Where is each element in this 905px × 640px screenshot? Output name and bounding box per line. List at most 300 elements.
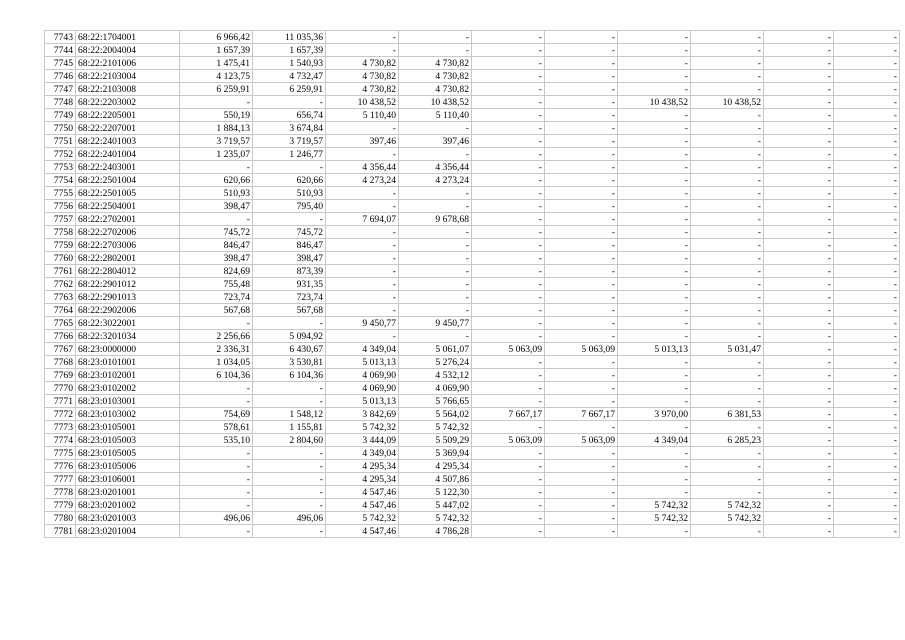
table-row: [45, 408, 900, 421]
value-cell: -: [691, 122, 764, 135]
row-number-cell: 7746: [45, 70, 76, 83]
value-cell: 5 013,13: [618, 343, 691, 356]
table-row: [45, 226, 900, 239]
value-cell: -: [764, 44, 834, 57]
value-cell: 398,47: [180, 252, 253, 265]
cadastral-code-cell: 68:23:0201002: [76, 499, 180, 512]
value-cell: 620,66: [253, 174, 326, 187]
value-cell: -: [618, 226, 691, 239]
cadastral-code-cell: 68:22:2401003: [76, 135, 180, 148]
value-cell: -: [764, 161, 834, 174]
row-number-cell: 7751: [45, 135, 76, 148]
value-cell: -: [834, 31, 900, 44]
cadastral-code-cell: 68:22:2501004: [76, 174, 180, 187]
value-cell: -: [472, 31, 545, 44]
value-cell: -: [691, 525, 764, 538]
table-row: [45, 356, 900, 369]
value-cell: -: [180, 395, 253, 408]
table-row: [45, 512, 900, 525]
value-cell: -: [399, 252, 472, 265]
row-number-cell: 7766: [45, 330, 76, 343]
value-cell: 4 547,46: [326, 486, 399, 499]
value-cell: 5 742,32: [399, 512, 472, 525]
value-cell: -: [545, 512, 618, 525]
value-cell: -: [472, 213, 545, 226]
value-cell: -: [691, 330, 764, 343]
value-cell: -: [764, 460, 834, 473]
cadastral-code-cell: 68:22:3201034: [76, 330, 180, 343]
value-cell: -: [399, 148, 472, 161]
value-cell: -: [472, 265, 545, 278]
value-cell: 9 678,68: [399, 213, 472, 226]
value-cell: -: [764, 135, 834, 148]
data-table: [44, 30, 900, 538]
value-cell: -: [472, 252, 545, 265]
value-cell: -: [691, 447, 764, 460]
value-cell: -: [472, 356, 545, 369]
row-number-cell: 7762: [45, 278, 76, 291]
cadastral-code-cell: 68:23:0103002: [76, 408, 180, 421]
value-cell: -: [618, 44, 691, 57]
table-row: [45, 187, 900, 200]
cadastral-code-cell: 68:23:0105001: [76, 421, 180, 434]
value-cell: 535,10: [180, 434, 253, 447]
value-cell: 4 349,04: [618, 434, 691, 447]
row-number-cell: 7771: [45, 395, 76, 408]
value-cell: 9 450,77: [399, 317, 472, 330]
value-cell: -: [472, 135, 545, 148]
value-cell: 3 842,69: [326, 408, 399, 421]
table-row: [45, 369, 900, 382]
value-cell: -: [764, 304, 834, 317]
table-row: [45, 525, 900, 538]
row-number-cell: 7781: [45, 525, 76, 538]
value-cell: -: [180, 213, 253, 226]
row-number-cell: 7777: [45, 473, 76, 486]
value-cell: -: [545, 96, 618, 109]
row-number-cell: 7778: [45, 486, 76, 499]
value-cell: -: [834, 187, 900, 200]
value-cell: -: [545, 460, 618, 473]
table-row: [45, 96, 900, 109]
value-cell: -: [618, 382, 691, 395]
value-cell: -: [253, 317, 326, 330]
value-cell: -: [764, 278, 834, 291]
value-cell: -: [326, 31, 399, 44]
value-cell: -: [618, 83, 691, 96]
value-cell: -: [180, 473, 253, 486]
value-cell: -: [180, 382, 253, 395]
value-cell: -: [618, 57, 691, 70]
value-cell: 4 295,34: [326, 460, 399, 473]
value-cell: -: [180, 447, 253, 460]
value-cell: -: [472, 486, 545, 499]
value-cell: -: [691, 395, 764, 408]
value-cell: -: [834, 291, 900, 304]
value-cell: -: [180, 161, 253, 174]
value-cell: -: [545, 395, 618, 408]
value-cell: -: [545, 174, 618, 187]
value-cell: -: [834, 447, 900, 460]
value-cell: -: [326, 226, 399, 239]
value-cell: -: [472, 96, 545, 109]
value-cell: -: [834, 252, 900, 265]
value-cell: 6 104,36: [253, 369, 326, 382]
value-cell: -: [764, 239, 834, 252]
value-cell: -: [326, 187, 399, 200]
value-cell: -: [691, 174, 764, 187]
cadastral-code-cell: 68:23:0000000: [76, 343, 180, 356]
value-cell: -: [545, 382, 618, 395]
value-cell: -: [691, 109, 764, 122]
value-cell: -: [834, 369, 900, 382]
value-cell: -: [618, 460, 691, 473]
row-number-cell: 7754: [45, 174, 76, 187]
value-cell: 931,35: [253, 278, 326, 291]
value-cell: -: [834, 96, 900, 109]
value-cell: 4 730,82: [326, 57, 399, 70]
cadastral-code-cell: 68:22:2004004: [76, 44, 180, 57]
table-row: [45, 343, 900, 356]
value-cell: -: [545, 161, 618, 174]
value-cell: -: [253, 525, 326, 538]
cadastral-code-cell: 68:23:0101001: [76, 356, 180, 369]
value-cell: -: [834, 421, 900, 434]
value-cell: -: [764, 226, 834, 239]
value-cell: -: [545, 499, 618, 512]
value-cell: 5 063,09: [472, 434, 545, 447]
value-cell: -: [834, 486, 900, 499]
value-cell: 5 110,40: [399, 109, 472, 122]
table-row: [45, 57, 900, 70]
table-row: [45, 109, 900, 122]
cadastral-code-cell: 68:22:2504001: [76, 200, 180, 213]
value-cell: 745,72: [180, 226, 253, 239]
value-cell: -: [545, 525, 618, 538]
value-cell: 5 742,32: [691, 499, 764, 512]
value-cell: -: [834, 70, 900, 83]
value-cell: 2 256,66: [180, 330, 253, 343]
value-cell: -: [472, 512, 545, 525]
value-cell: -: [545, 239, 618, 252]
value-cell: -: [834, 356, 900, 369]
value-cell: -: [253, 382, 326, 395]
value-cell: -: [618, 135, 691, 148]
value-cell: -: [399, 187, 472, 200]
row-number-cell: 7747: [45, 83, 76, 96]
value-cell: 2 804,60: [253, 434, 326, 447]
cadastral-code-cell: 68:23:0106001: [76, 473, 180, 486]
value-cell: -: [691, 460, 764, 473]
value-cell: -: [764, 525, 834, 538]
cadastral-code-cell: 68:22:2901013: [76, 291, 180, 304]
row-number-cell: 7756: [45, 200, 76, 213]
row-number-cell: 7749: [45, 109, 76, 122]
table-row: [45, 44, 900, 57]
value-cell: 550,19: [180, 109, 253, 122]
value-cell: 745,72: [253, 226, 326, 239]
row-number-cell: 7761: [45, 265, 76, 278]
value-cell: -: [834, 317, 900, 330]
value-cell: 5 063,09: [545, 434, 618, 447]
value-cell: -: [472, 187, 545, 200]
value-cell: 4 547,46: [326, 499, 399, 512]
value-cell: -: [545, 317, 618, 330]
row-number-cell: 7755: [45, 187, 76, 200]
value-cell: -: [834, 473, 900, 486]
row-number-cell: 7765: [45, 317, 76, 330]
value-cell: -: [691, 135, 764, 148]
value-cell: -: [691, 44, 764, 57]
value-cell: -: [545, 252, 618, 265]
table-row: [45, 473, 900, 486]
value-cell: 1 034,05: [180, 356, 253, 369]
row-number-cell: 7767: [45, 343, 76, 356]
value-cell: -: [472, 83, 545, 96]
value-cell: -: [618, 122, 691, 135]
value-cell: 3 444,09: [326, 434, 399, 447]
value-cell: 578,61: [180, 421, 253, 434]
value-cell: -: [764, 57, 834, 70]
value-cell: -: [545, 369, 618, 382]
table-row: [45, 447, 900, 460]
table-row: [45, 200, 900, 213]
value-cell: 6 259,91: [253, 83, 326, 96]
value-cell: -: [618, 252, 691, 265]
value-cell: 4 273,24: [326, 174, 399, 187]
cadastral-code-cell: 68:22:2103008: [76, 83, 180, 96]
value-cell: -: [764, 408, 834, 421]
value-cell: -: [834, 512, 900, 525]
row-number-cell: 7772: [45, 408, 76, 421]
value-cell: -: [545, 226, 618, 239]
value-cell: -: [618, 304, 691, 317]
value-cell: -: [545, 356, 618, 369]
value-cell: -: [691, 57, 764, 70]
value-cell: 4 356,44: [326, 161, 399, 174]
value-cell: -: [834, 239, 900, 252]
value-cell: 4 273,24: [399, 174, 472, 187]
value-cell: -: [691, 382, 764, 395]
row-number-cell: 7779: [45, 499, 76, 512]
value-cell: -: [618, 70, 691, 83]
value-cell: -: [764, 447, 834, 460]
value-cell: 6 966,42: [180, 31, 253, 44]
value-cell: 824,69: [180, 265, 253, 278]
value-cell: -: [472, 447, 545, 460]
row-number-cell: 7750: [45, 122, 76, 135]
value-cell: 5 564,02: [399, 408, 472, 421]
value-cell: 6 381,53: [691, 408, 764, 421]
value-cell: 567,68: [253, 304, 326, 317]
value-cell: 3 970,00: [618, 408, 691, 421]
value-cell: -: [834, 200, 900, 213]
value-cell: -: [180, 317, 253, 330]
value-cell: -: [180, 525, 253, 538]
value-cell: -: [545, 330, 618, 343]
value-cell: -: [764, 395, 834, 408]
value-cell: 5 276,24: [399, 356, 472, 369]
value-cell: 4 730,82: [326, 70, 399, 83]
value-cell: -: [545, 265, 618, 278]
value-cell: 5 063,09: [545, 343, 618, 356]
value-cell: 6 259,91: [180, 83, 253, 96]
value-cell: -: [764, 330, 834, 343]
value-cell: -: [691, 369, 764, 382]
value-cell: 10 438,52: [326, 96, 399, 109]
value-cell: 4 356,44: [399, 161, 472, 174]
value-cell: 5 742,32: [399, 421, 472, 434]
value-cell: -: [545, 200, 618, 213]
value-cell: -: [834, 343, 900, 356]
value-cell: 5 742,32: [326, 421, 399, 434]
value-cell: -: [472, 421, 545, 434]
table-row: [45, 174, 900, 187]
value-cell: 4 730,82: [399, 57, 472, 70]
table-row: [45, 304, 900, 317]
table-row: [45, 395, 900, 408]
table-row: [45, 317, 900, 330]
value-cell: -: [326, 304, 399, 317]
value-cell: -: [618, 395, 691, 408]
value-cell: -: [834, 408, 900, 421]
value-cell: 4 786,28: [399, 525, 472, 538]
cadastral-code-cell: 68:22:2702006: [76, 226, 180, 239]
value-cell: 4 349,04: [326, 447, 399, 460]
row-number-cell: 7768: [45, 356, 76, 369]
table-row: [45, 486, 900, 499]
value-cell: 1 657,39: [253, 44, 326, 57]
value-cell: 795,40: [253, 200, 326, 213]
cadastral-code-cell: 68:22:3022001: [76, 317, 180, 330]
value-cell: -: [472, 44, 545, 57]
value-cell: 5 509,29: [399, 434, 472, 447]
value-cell: -: [834, 265, 900, 278]
value-cell: 11 035,36: [253, 31, 326, 44]
row-number-cell: 7760: [45, 252, 76, 265]
value-cell: -: [399, 200, 472, 213]
value-cell: -: [326, 291, 399, 304]
value-cell: -: [691, 278, 764, 291]
value-cell: -: [764, 70, 834, 83]
value-cell: -: [545, 44, 618, 57]
value-cell: -: [253, 460, 326, 473]
value-cell: -: [253, 499, 326, 512]
value-cell: -: [399, 31, 472, 44]
value-cell: -: [834, 174, 900, 187]
row-number-cell: 7745: [45, 57, 76, 70]
value-cell: -: [834, 161, 900, 174]
value-cell: 1 235,07: [180, 148, 253, 161]
cadastral-code-cell: 68:22:2103004: [76, 70, 180, 83]
value-cell: -: [834, 525, 900, 538]
table-row: [45, 213, 900, 226]
value-cell: -: [326, 122, 399, 135]
value-cell: -: [764, 174, 834, 187]
value-cell: -: [180, 460, 253, 473]
value-cell: 1 246,77: [253, 148, 326, 161]
value-cell: -: [545, 83, 618, 96]
value-cell: -: [764, 343, 834, 356]
value-cell: -: [399, 291, 472, 304]
value-cell: -: [399, 44, 472, 57]
value-cell: -: [691, 70, 764, 83]
value-cell: 397,46: [326, 135, 399, 148]
value-cell: -: [618, 486, 691, 499]
row-number-cell: 7763: [45, 291, 76, 304]
value-cell: -: [764, 148, 834, 161]
table-row: [45, 291, 900, 304]
value-cell: 5 013,13: [326, 395, 399, 408]
table-row: [45, 278, 900, 291]
value-cell: 754,69: [180, 408, 253, 421]
value-cell: -: [764, 265, 834, 278]
value-cell: -: [545, 213, 618, 226]
value-cell: -: [764, 31, 834, 44]
value-cell: -: [472, 330, 545, 343]
value-cell: -: [253, 395, 326, 408]
table-row: [45, 421, 900, 434]
value-cell: -: [545, 304, 618, 317]
value-cell: 4 507,86: [399, 473, 472, 486]
value-cell: -: [691, 252, 764, 265]
value-cell: -: [399, 265, 472, 278]
value-cell: -: [399, 278, 472, 291]
value-cell: 510,93: [180, 187, 253, 200]
value-cell: 3 719,57: [253, 135, 326, 148]
value-cell: 846,47: [180, 239, 253, 252]
value-cell: -: [834, 278, 900, 291]
cadastral-code-cell: 68:22:2101006: [76, 57, 180, 70]
value-cell: -: [764, 382, 834, 395]
value-cell: -: [834, 109, 900, 122]
value-cell: -: [472, 499, 545, 512]
cadastral-code-cell: 68:23:0103001: [76, 395, 180, 408]
value-cell: 5 063,09: [472, 343, 545, 356]
value-cell: -: [618, 148, 691, 161]
value-cell: -: [472, 109, 545, 122]
table-body: [45, 31, 900, 538]
table-row: [45, 148, 900, 161]
value-cell: 496,06: [180, 512, 253, 525]
value-cell: 496,06: [253, 512, 326, 525]
value-cell: 4 349,04: [326, 343, 399, 356]
row-number-cell: 7752: [45, 148, 76, 161]
value-cell: -: [545, 31, 618, 44]
row-number-cell: 7769: [45, 369, 76, 382]
value-cell: -: [545, 109, 618, 122]
value-cell: -: [764, 187, 834, 200]
value-cell: -: [618, 421, 691, 434]
value-cell: -: [472, 70, 545, 83]
value-cell: -: [691, 291, 764, 304]
value-cell: -: [618, 187, 691, 200]
value-cell: -: [618, 213, 691, 226]
cadastral-code-cell: 68:22:2902006: [76, 304, 180, 317]
value-cell: -: [253, 473, 326, 486]
value-cell: -: [764, 356, 834, 369]
value-cell: -: [834, 304, 900, 317]
cadastral-code-cell: 68:22:1704001: [76, 31, 180, 44]
value-cell: 1 540,93: [253, 57, 326, 70]
value-cell: -: [691, 226, 764, 239]
cadastral-code-cell: 68:22:2901012: [76, 278, 180, 291]
value-cell: -: [618, 278, 691, 291]
value-cell: -: [834, 395, 900, 408]
value-cell: -: [764, 291, 834, 304]
value-cell: -: [472, 304, 545, 317]
value-cell: -: [618, 291, 691, 304]
